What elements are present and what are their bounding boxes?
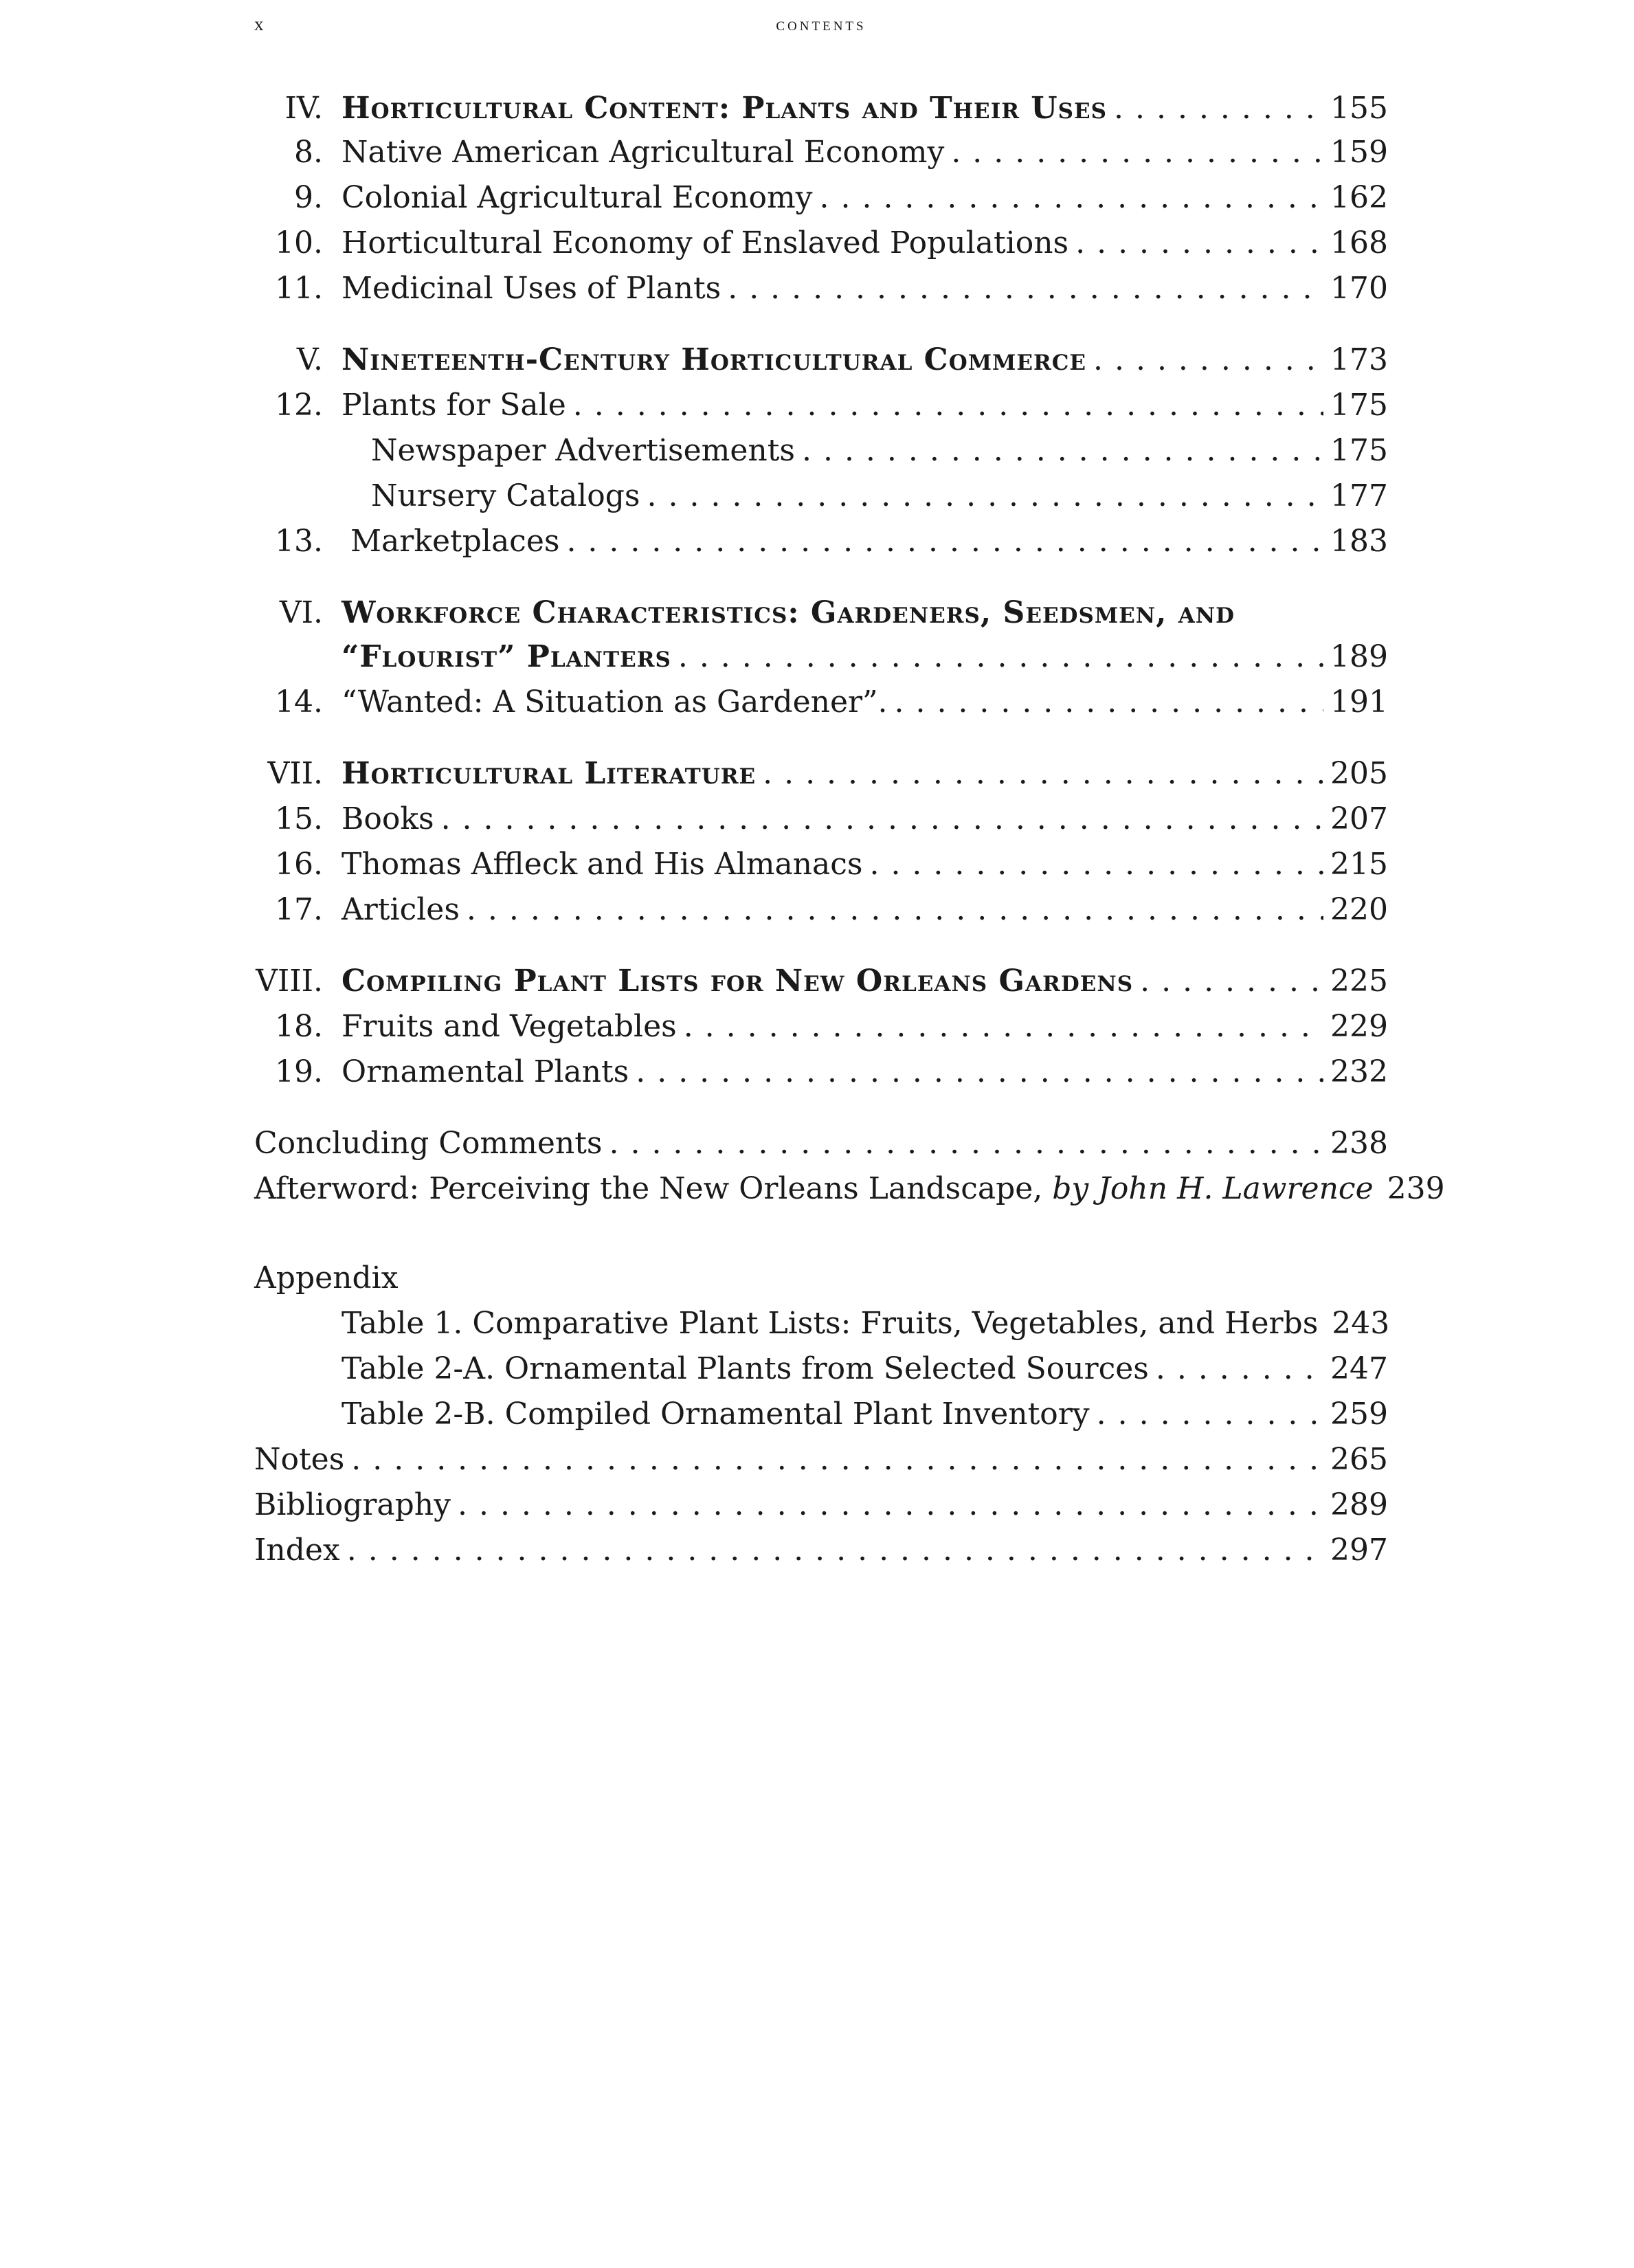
- dot-leader: [647, 476, 1324, 517]
- page-folio: x: [254, 14, 267, 34]
- toc-entry[interactable]: [0, 430, 1634, 471]
- dot-leader: [1156, 1348, 1323, 1390]
- dot-leader: [1093, 340, 1323, 381]
- toc-entry[interactable]: [0, 1439, 1634, 1480]
- toc-page-number: 155: [1330, 91, 1388, 126]
- toc-entry-title: Marketplaces: [350, 524, 560, 559]
- toc-entry-title: Horticultural Economy of Enslaved Populations: [342, 225, 1069, 260]
- toc-entry-number: 14.: [275, 685, 323, 720]
- toc-page-number: 183: [1330, 524, 1388, 559]
- toc-entry-title: “Wanted: A Situation as Gardener”.: [342, 685, 888, 720]
- toc-entry[interactable]: [0, 476, 1634, 517]
- dot-leader: [763, 753, 1323, 794]
- toc-entry[interactable]: [0, 799, 1634, 840]
- toc-page-number: 159: [1330, 135, 1388, 170]
- toc-entry[interactable]: [0, 385, 1634, 426]
- running-head-title: contents: [776, 14, 866, 34]
- toc-entry[interactable]: [0, 1303, 1634, 1344]
- toc-entry-number: IV.: [284, 91, 323, 126]
- dot-leader: [573, 385, 1323, 426]
- toc-entry[interactable]: [0, 268, 1634, 309]
- toc-entry[interactable]: [0, 1052, 1634, 1093]
- toc-entry-title: Thomas Affleck and His Almanacs: [342, 847, 863, 882]
- dot-leader: [467, 889, 1323, 931]
- toc-entry-title: Articles: [342, 892, 460, 927]
- toc-entry-title: Horticultural Content: Plants and Their Uses: [342, 91, 1108, 126]
- toc-entry-title: Colonial Agricultural Economy: [342, 180, 813, 215]
- dot-leader: [951, 132, 1323, 173]
- toc-entry[interactable]: [0, 521, 1634, 562]
- toc-entry-title: Notes: [254, 1442, 345, 1477]
- dot-leader: [1114, 88, 1323, 129]
- dot-leader: [566, 521, 1323, 562]
- toc-entry-title: Table 2-B. Compiled Ornamental Plant Inventory: [342, 1397, 1090, 1432]
- dot-leader: [869, 844, 1323, 885]
- toc-entry-title: Afterword: Perceiving the New Orleans Landscape, by John H. Lawrence: [254, 1171, 1374, 1206]
- toc-entry-number: VI.: [279, 595, 323, 630]
- toc-entry[interactable]: [0, 889, 1634, 931]
- toc-entry-number: 10.: [275, 225, 323, 260]
- toc-page-number: 205: [1330, 756, 1388, 791]
- toc-entry-title: Nineteenth-Century Horticultural Commerce: [342, 342, 1087, 377]
- toc-entry-title: Plants for Sale: [342, 388, 566, 423]
- toc-entry[interactable]: [0, 844, 1634, 885]
- dot-leader: [802, 430, 1323, 471]
- toc-page-number: 297: [1330, 1533, 1388, 1568]
- toc-page-number: 238: [1330, 1126, 1388, 1161]
- toc-entry[interactable]: [0, 132, 1634, 173]
- toc-entry-number: 19.: [275, 1054, 323, 1089]
- toc-entry-number: 8.: [294, 135, 323, 170]
- toc-entry[interactable]: [0, 1394, 1634, 1435]
- toc-entry[interactable]: [0, 753, 1634, 794]
- toc-entry-title: Medicinal Uses of Plants: [342, 271, 721, 306]
- toc-entry[interactable]: [0, 1168, 1634, 1210]
- dot-leader: [1140, 961, 1323, 1002]
- toc-entry[interactable]: [0, 88, 1634, 129]
- toc-entry-title: Newspaper Advertisements: [371, 433, 796, 468]
- toc-entry-number: VII.: [267, 756, 323, 791]
- toc-page-number: 191: [1330, 685, 1388, 720]
- toc-entry[interactable]: [0, 682, 1634, 723]
- toc-entry-title: Workforce Characteristics: Gardeners, Seedsmen, and: [342, 595, 1235, 630]
- toc-entry-number: 13.: [275, 524, 323, 559]
- toc-page-number: 215: [1330, 847, 1388, 882]
- toc-entry-title: Appendix: [254, 1260, 399, 1296]
- toc-page-number: 175: [1330, 433, 1388, 468]
- toc-entry-number: 12.: [275, 388, 323, 423]
- toc-entry[interactable]: [0, 636, 1634, 678]
- dot-leader: [678, 636, 1323, 678]
- dot-leader: [609, 1123, 1324, 1164]
- dot-leader: [1075, 223, 1323, 264]
- toc-entry-number: VIII.: [256, 964, 323, 999]
- running-head: [254, 14, 1388, 37]
- toc-page-number: 232: [1330, 1054, 1388, 1089]
- toc-page-number: 168: [1330, 225, 1388, 260]
- toc-entry-number: 9.: [294, 180, 323, 215]
- toc-entry[interactable]: [0, 1348, 1634, 1390]
- toc-entry[interactable]: [0, 1006, 1634, 1047]
- toc-entry-title: Compiling Plant Lists for New Orleans Gardens: [342, 964, 1134, 999]
- toc-page-number: 225: [1330, 964, 1388, 999]
- dot-leader: [684, 1006, 1323, 1047]
- toc-entry[interactable]: [0, 961, 1634, 1002]
- toc-entry-title: Books: [342, 801, 434, 836]
- toc-entry-title: Horticultural Literature: [342, 756, 757, 791]
- toc-entry-author: by John H. Lawrence: [1052, 1171, 1374, 1206]
- toc-entry[interactable]: [0, 223, 1634, 264]
- toc-entry-title: Fruits and Vegetables: [342, 1009, 677, 1044]
- toc-page-number: 175: [1330, 388, 1388, 423]
- toc-page-number: 259: [1330, 1397, 1388, 1432]
- toc-entry[interactable]: [0, 1258, 1634, 1299]
- toc-entry-title: “Flourist” Planters: [342, 639, 671, 674]
- toc-entry-number: 17.: [275, 892, 323, 927]
- toc-entry-title: Bibliography: [254, 1487, 451, 1522]
- dot-leader: [820, 177, 1323, 219]
- dot-leader: [347, 1530, 1323, 1571]
- toc-page-number: 265: [1330, 1442, 1388, 1477]
- toc-page-number: 173: [1330, 342, 1388, 377]
- toc-page-number: 247: [1330, 1351, 1388, 1386]
- toc-page-number: 162: [1330, 180, 1388, 215]
- toc-entry-number: 18.: [275, 1009, 323, 1044]
- toc-entry[interactable]: [0, 1123, 1634, 1164]
- dot-leader: [1097, 1394, 1323, 1435]
- toc-entry[interactable]: [0, 177, 1634, 219]
- dot-leader: [636, 1052, 1323, 1093]
- toc-entry-title: Index: [254, 1533, 340, 1568]
- toc-page-number: 170: [1330, 271, 1388, 306]
- toc-page-number: 207: [1330, 801, 1388, 836]
- toc-page-number: 239: [1387, 1171, 1445, 1206]
- toc-entry[interactable]: [0, 1485, 1634, 1526]
- toc-page-number: 243: [1332, 1306, 1390, 1341]
- toc-page-number: 220: [1330, 892, 1388, 927]
- toc-entry-title: Native American Agricultural Economy: [342, 135, 945, 170]
- dot-leader: [728, 268, 1323, 309]
- toc-entry-title: Concluding Comments: [254, 1126, 603, 1161]
- toc-page-number: 289: [1330, 1487, 1388, 1522]
- toc-page-number: 229: [1330, 1009, 1388, 1044]
- toc-page-number: 189: [1330, 639, 1388, 674]
- toc-entry-title: Table 1. Comparative Plant Lists: Fruits, Vegetables, and Herbs: [342, 1306, 1319, 1341]
- dot-leader: [441, 799, 1323, 840]
- toc-entry-title: Table 2-A. Ornamental Plants from Selected Sources: [342, 1351, 1149, 1386]
- toc-entry-number: V.: [296, 342, 323, 377]
- toc-entry-number: 15.: [275, 801, 323, 836]
- toc-entry-title: Nursery Catalogs: [371, 478, 640, 513]
- toc-page-number: 177: [1330, 478, 1388, 513]
- toc-entry-number: 11.: [275, 271, 323, 306]
- toc-entry-number: 16.: [275, 847, 323, 882]
- toc-entry[interactable]: [0, 340, 1634, 381]
- toc-entry[interactable]: [0, 592, 1634, 634]
- dot-leader: [895, 682, 1324, 723]
- toc-entry[interactable]: [0, 1530, 1634, 1571]
- dot-leader: [458, 1485, 1323, 1526]
- dot-leader: [351, 1439, 1323, 1480]
- toc-entry-title: Ornamental Plants: [342, 1054, 629, 1089]
